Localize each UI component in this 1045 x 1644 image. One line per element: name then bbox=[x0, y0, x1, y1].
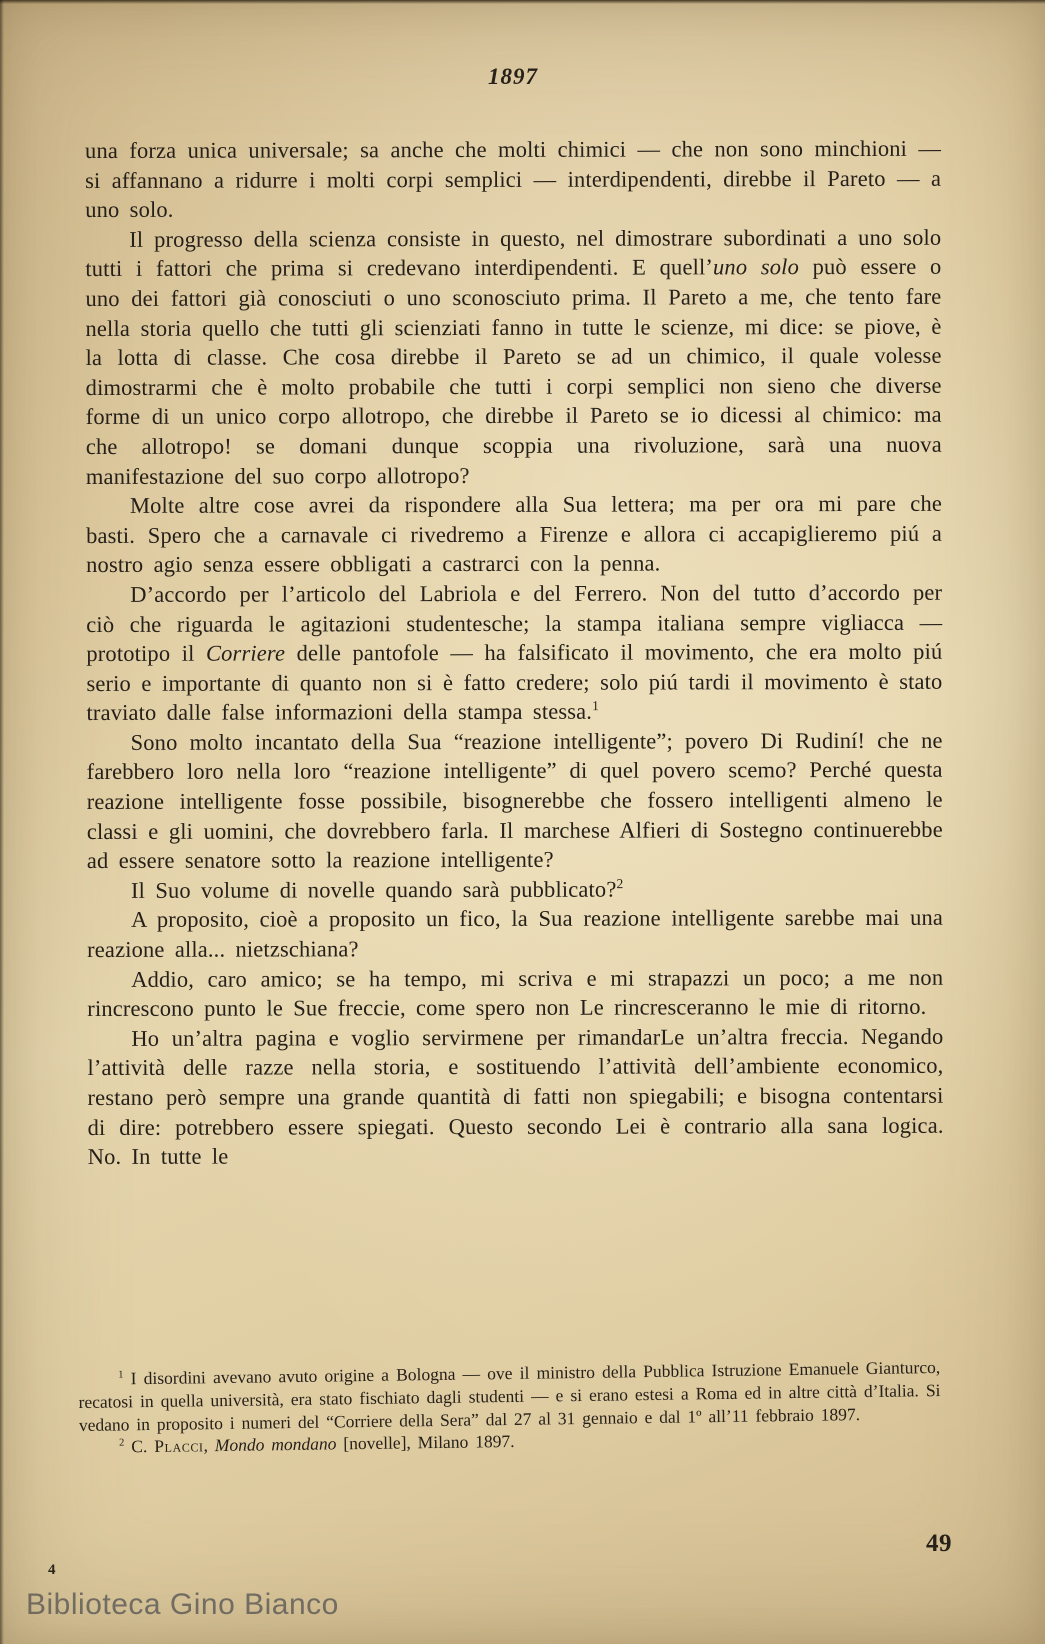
paragraph: Molte altre cose avrei da rispondere alla Sua lettera; ma per ora mi pare che basti. Spero che a carnavale ci rivedremo a Firenze e allora ci accapiglieremo piú a nostro agio senza essere obbligati a castrarci con la penna. bbox=[86, 490, 943, 578]
paragraph: $^2$ C. Placci, Mondo mondano [novelle], Milano 1897. bbox=[119, 1431, 515, 1457]
paragraph: Il Suo volume di novelle quando sarà pubblicato?$^2$ bbox=[130, 875, 624, 903]
signature-number: 4 bbox=[48, 1562, 56, 1578]
page-number: 49 bbox=[926, 1530, 952, 1557]
paragraph: D’accordo per l’articolo del Labriola e del Ferrero. Non del tutto d’accordo per ciò che riguarda le agitazioni studentesche; la stampa italiana sempre vigliacca — prototipo il Corriere delle pantofole — ha falsificato il movimento, che era molto piú serio e importante di quanto non si è fatto credere; solo piú tardi il movimento è stato traviato dalle false informazioni della stampa stessa.$^1$ bbox=[86, 579, 943, 726]
paragraph: A proposito, cioè a proposito un fico, la Sua reazione intelligente sarebbe mai una reazione alla... nietzschiana? bbox=[87, 905, 944, 963]
paragraph: Addio, caro amico; se ha tempo, mi scriva e mi strapazzi un poco; a me non rincrescono punto le Sue freccie, come spero non Le rincresceranno le mie di ritorno. bbox=[87, 964, 944, 1022]
letter-body-text bbox=[85, 134, 944, 1172]
paragraph: una forza unica universale; sa anche che molti chimici — che non sono minchioni — si affannano a ridurre i molti corpi semplici — interdipendenti, direbbe il Pareto — a uno solo. bbox=[85, 135, 942, 223]
paragraph: Il progresso della scienza consiste in questo, nel dimostrare subordinati a uno solo tutti i fattori che prima si credevano interdipendenti. E quell’uno solo può essere o uno dei fattori già conosciuti o uno sconosciuto prima. Il Pareto a me, che tento fare nella storia quello che tutti gli scienziati fanno in tutte le scienze, mi dice: se piove, è la lotta di classe. Che cosa direbbe il Pareto se ad un chimico, il quale volesse dimostrarmi che è molto probabile che tutti i corpi semplici non sieno che diverse forme di un unico corpo allotropo, che direbbe il Pareto se io dicessi al chimico: ma che allotropo! se domani dunque scoppia una rivoluzione, sarà una nuova manifestazione del suo corpo allotropo? bbox=[85, 224, 942, 489]
page-header-year: 1897 bbox=[488, 64, 538, 89]
paragraph: $^1$ I disordini avevano avuto origine a Bologna — ove il ministro della Pubblica Istruzione Emanuele Gianturco, recatosi in quella università, era stato fischiato dagli studenti — e si erano estesi a Roma ed in altre città d’Italia. Si vedano in proposito i numeri del “Corriere della Sera” dal 27 al 31 gennaio e dal 1º all’11 febbraio 1897. bbox=[78, 1356, 941, 1435]
footnotes-block bbox=[78, 1356, 941, 1459]
library-watermark: Biblioteca Gino Bianco bbox=[26, 1588, 339, 1621]
paragraph: Sono molto incantato della Sua “reazione intelligente”; povero Di Rudiní! che ne farebbero loro nella loro “reazione intelligente” di quel povero scemo? Perché questa reazione intelligente fosse possibile, bisognerebbe che fossero intelligenti almeno le classi e gli uomini, che dovrebbero farla. Il marchese Alfieri di Sostegno continuerebbe ad essere senatore sotto la reazione intelligente? bbox=[86, 727, 943, 874]
paragraph: Ho un’altra pagina e voglio servirmene per rimandarLe un’altra freccia. Negando l’attività delle razze nella storia, e sostituendo l’attività dell’ambiente economico, restano però sempre una grande quantità di fatti non spiegabili; e bisogna contentarsi di dire: potrebbero essere spiegati. Questo secondo Lei è contrario alla sana logica. No. In tutte le bbox=[87, 1023, 944, 1170]
